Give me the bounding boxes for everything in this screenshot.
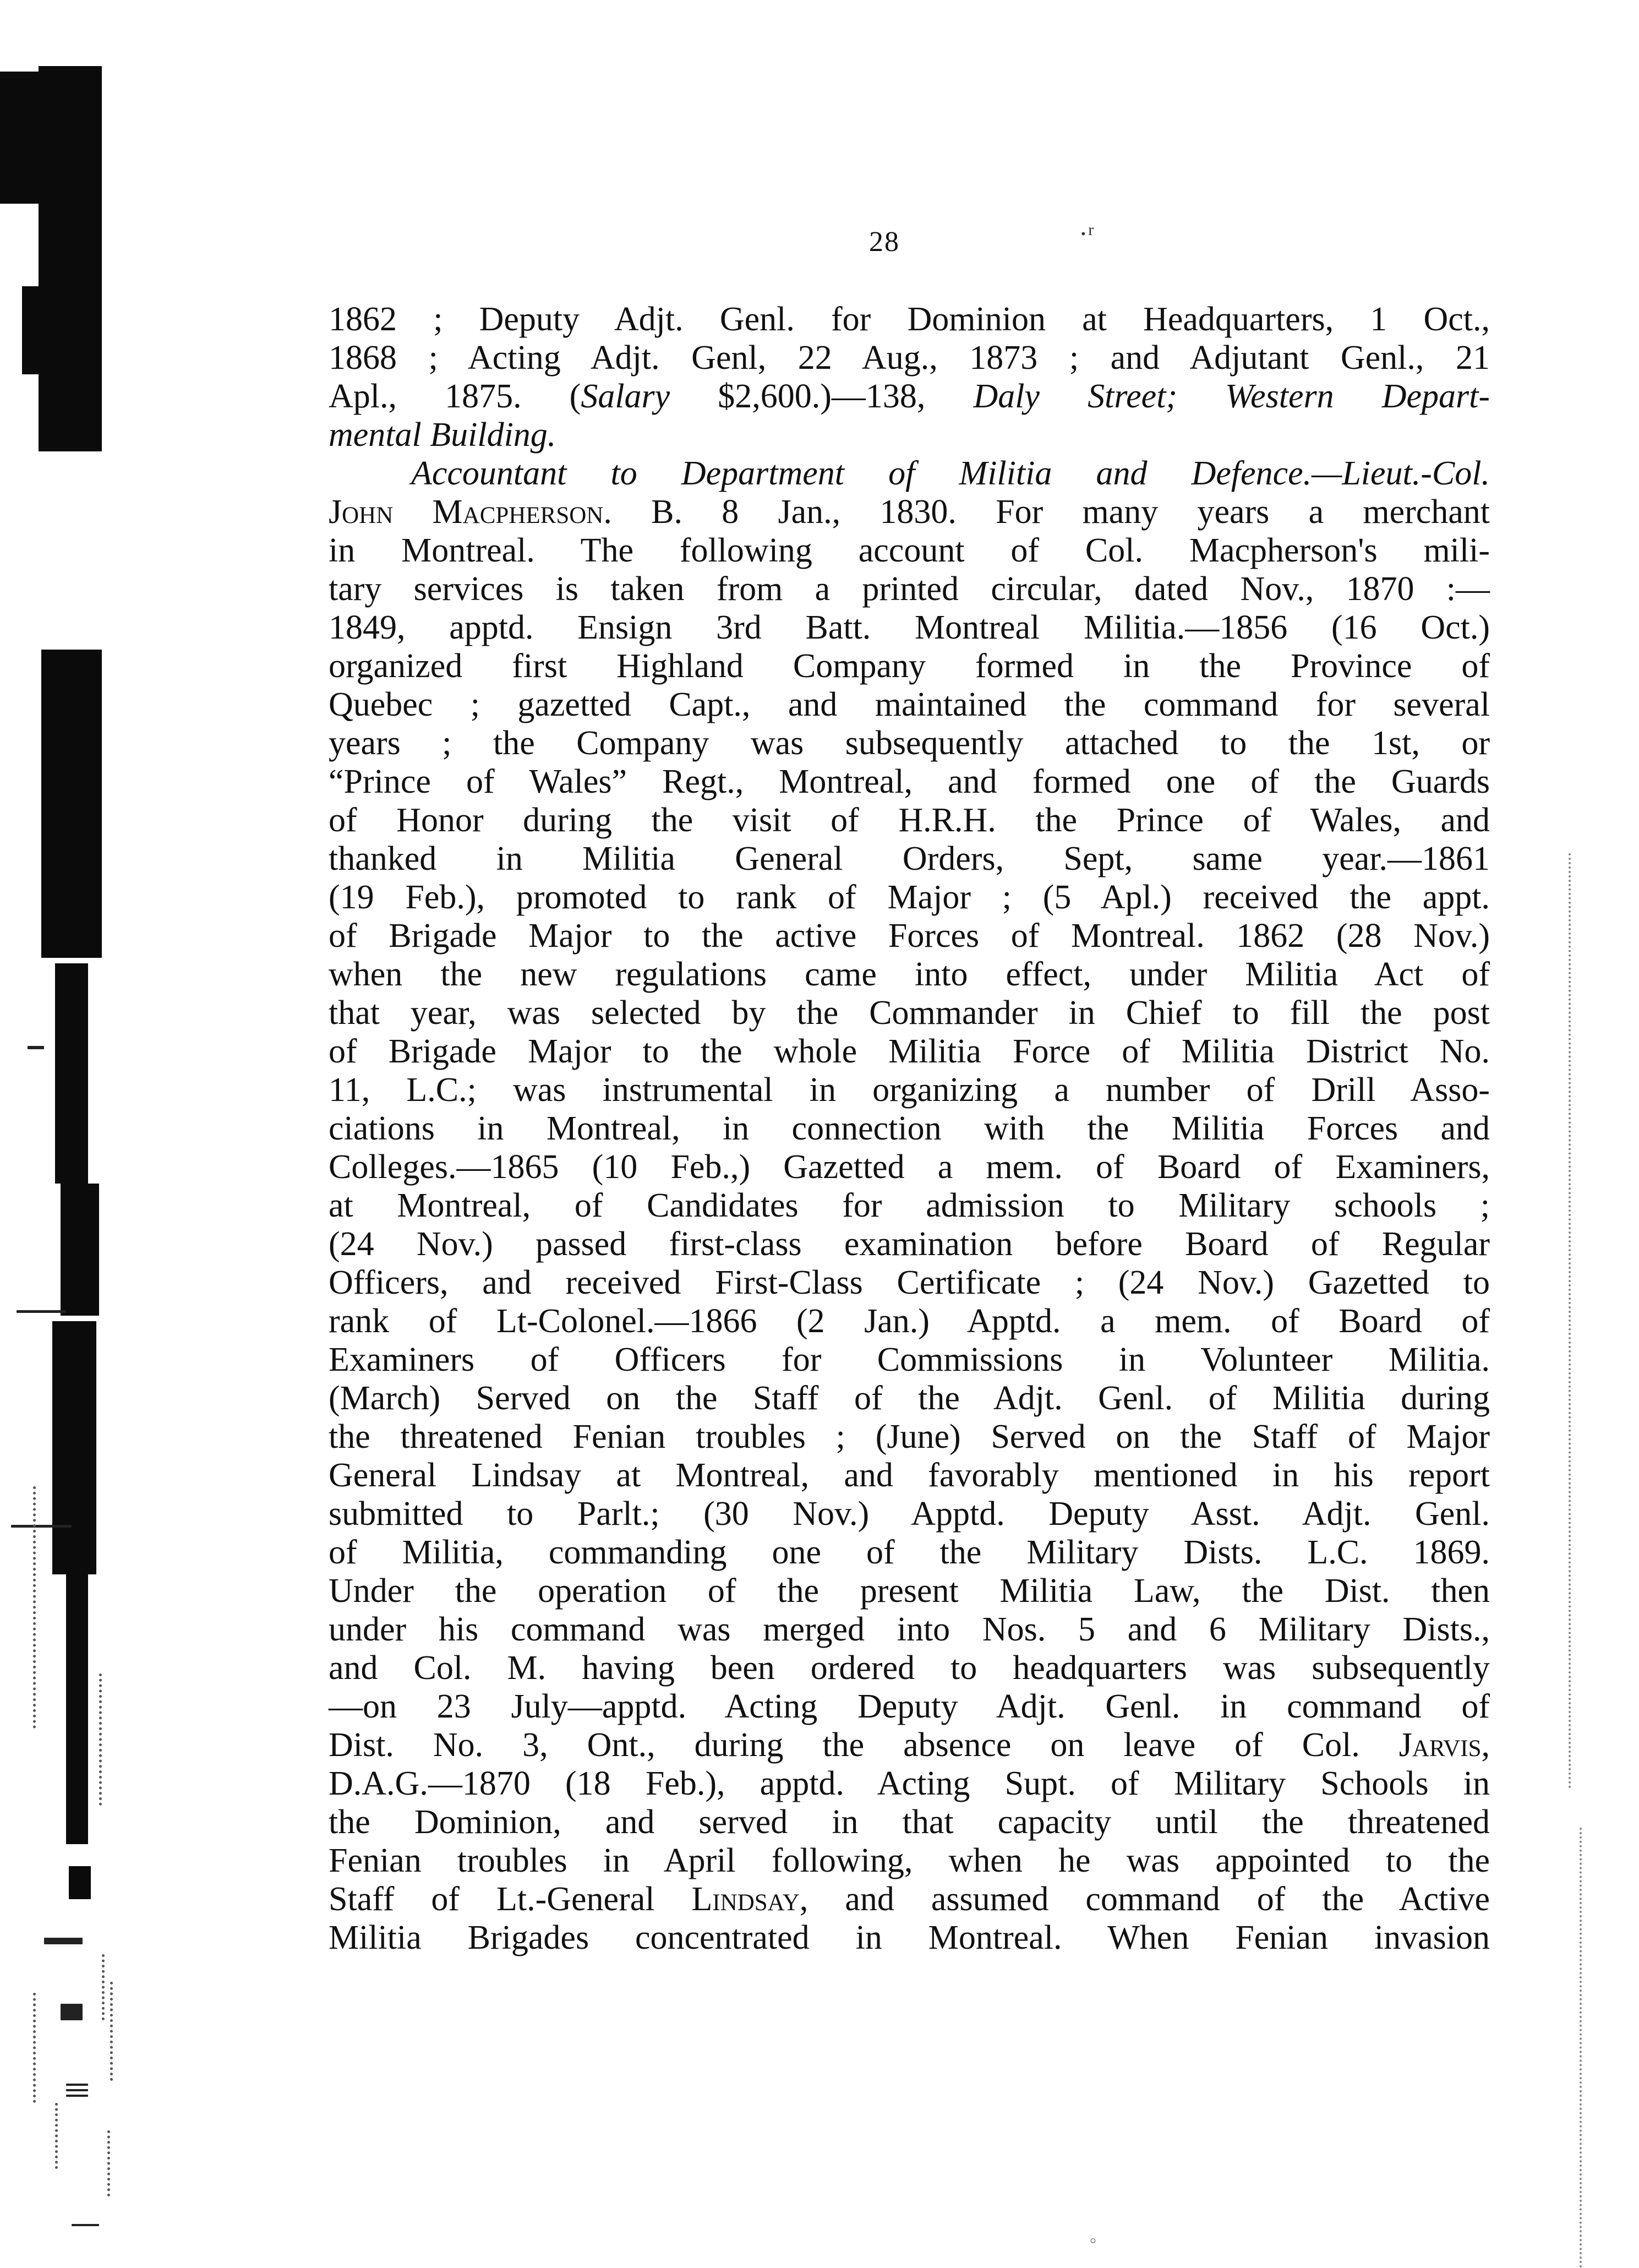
text-run: tary services is taken from a printed circular, dated Nov., 1870 :— — [329, 570, 1490, 608]
text-line — [329, 570, 1490, 608]
text-run: Daly Street; Western Depart- — [973, 378, 1490, 415]
text-line — [329, 878, 1490, 917]
text-run: Colleges.—1865 (10 Feb.,) Gazetted a mem. of Board of Examiners, — [329, 1148, 1490, 1186]
text-line — [329, 531, 1490, 570]
text-run: Staff of Lt.-General — [329, 1880, 692, 1918]
text-run: of Militia, commanding one of the Military Dists. L.C. 1869. — [329, 1534, 1490, 1571]
text-run: “Prince of Wales” Regt., Montreal, and formed one of the Guards — [329, 763, 1490, 800]
text-line — [329, 1340, 1490, 1379]
text-run: mental Building. — [329, 416, 556, 454]
text-run: the threatened Fenian troubles ; (June) Served on the Staff of Major — [329, 1418, 1490, 1455]
text-line — [329, 1071, 1490, 1109]
text-run: (March) Served on the Staff of the Adjt. Genl. of Militia during — [329, 1380, 1490, 1417]
text-run: D.A.G.—1870 (18 Feb.), apptd. Acting Supt. of Military Schools in — [329, 1765, 1490, 1802]
text-run: of Brigade Major to the active Forces of Montreal. 1862 (28 Nov.) — [329, 917, 1490, 955]
text-line — [329, 608, 1490, 647]
text-run: of Honor during the visit of H.R.H. the Prince of Wales, and — [329, 802, 1490, 839]
text-line — [329, 339, 1490, 377]
text-line — [329, 762, 1490, 801]
text-run: Accountant to Department of Militia and Defence.—Lieut.-Col. — [411, 455, 1490, 492]
text-run: —on 23 July—apptd. Acting Deputy Adjt. Genl. in command of — [329, 1688, 1490, 1725]
text-line — [329, 1495, 1490, 1533]
text-line — [329, 1572, 1490, 1610]
text-run: thanked in Militia General Orders, Sept, same year.—1861 — [329, 840, 1490, 877]
text-run: in Montreal. The following account of Col. Macpherson's mili- — [329, 532, 1490, 569]
text-run: Lindsay — [691, 1880, 800, 1918]
text-run: (24 Nov.) passed first-class examination before Board of Regular — [329, 1225, 1490, 1263]
text-line — [329, 1263, 1490, 1302]
text-line — [329, 1302, 1490, 1340]
text-line — [329, 1186, 1490, 1225]
text-line — [329, 1726, 1490, 1764]
text-run: 1862 ; Deputy Adjt. Genl. for Dominion at Headquarters, 1 Oct., — [329, 301, 1490, 338]
text-run: 11, L.C.; was instrumental in organizing a number of Drill Asso- — [329, 1071, 1490, 1109]
text-line — [329, 377, 1490, 416]
text-run: rank of Lt-Colonel.—1866 (2 Jan.) Apptd. a mem. of Board of — [329, 1302, 1490, 1340]
text-line — [329, 1225, 1490, 1263]
text-line — [329, 685, 1490, 724]
text-line — [329, 801, 1490, 839]
text-run: of Brigade Major to the whole Militia Force of Militia District No. — [329, 1033, 1490, 1070]
text-run: ciations in Montreal, in connection with the Militia Forces and — [329, 1110, 1490, 1147]
text-line — [329, 1379, 1490, 1417]
text-body — [329, 300, 1490, 1957]
text-run: John Macpherson. — [329, 493, 612, 531]
text-run: Examiners of Officers for Commissions in Volunteer Militia. — [329, 1341, 1490, 1378]
text-run: at Montreal, of Candidates for admission to Military schools ; — [329, 1187, 1490, 1224]
text-line — [329, 994, 1490, 1032]
text-run: and Col. M. having been ordered to headquarters was subsequently — [329, 1649, 1490, 1687]
text-run: Jarvis, — [1398, 1726, 1490, 1764]
text-line — [329, 1803, 1490, 1841]
text-run: 1868 ; Acting Adjt. Genl, 22 Aug., 1873 ; and Adjutant Genl., 21 — [329, 339, 1490, 377]
text-line — [329, 955, 1490, 994]
text-line — [329, 1032, 1490, 1071]
text-line — [329, 1841, 1490, 1880]
text-line — [329, 1918, 1490, 1957]
text-line — [329, 724, 1490, 762]
text-run: submitted to Parlt.; (30 Nov.) Apptd. Deputy Asst. Adjt. Genl. — [329, 1495, 1490, 1533]
text-line — [329, 300, 1490, 339]
text-line — [329, 1148, 1490, 1186]
text-line — [329, 1417, 1490, 1456]
text-run: Militia Brigades concentrated in Montreal. When Fenian invasion — [329, 1919, 1490, 1956]
page-number: 28 — [869, 226, 900, 258]
text-run: Apl., 1875. ( — [329, 378, 581, 415]
text-line — [329, 454, 1490, 493]
text-run: the Dominion, and served in that capacity until the threatened — [329, 1803, 1490, 1841]
text-line — [329, 1687, 1490, 1726]
text-run: , and assumed command of the Active — [799, 1880, 1490, 1918]
text-run: Under the operation of the present Militia Law, the Dist. then — [329, 1572, 1490, 1610]
text-line — [329, 839, 1490, 878]
bottom-speck: ° — [1090, 2235, 1096, 2253]
text-run: that year, was selected by the Commander in Chief to fill the post — [329, 994, 1490, 1032]
text-line — [329, 647, 1490, 685]
text-run: when the new regulations came into effect, under Militia Act of — [329, 956, 1490, 993]
text-run: years ; the Company was subsequently attached to the 1st, or — [329, 724, 1490, 762]
text-run: organized first Highland Company formed in the Province of — [329, 647, 1490, 685]
text-line — [329, 1649, 1490, 1687]
text-line — [329, 493, 1490, 531]
text-run: 1849, apptd. Ensign 3rd Batt. Montreal Militia.—1856 (16 Oct.) — [329, 609, 1490, 646]
text-run: $2,600.)—138, — [670, 378, 974, 415]
text-line — [329, 1880, 1490, 1918]
text-line — [329, 416, 1490, 454]
text-run: Officers, and received First-Class Certificate ; (24 Nov.) Gazetted to — [329, 1264, 1490, 1301]
text-run: B. 8 Jan., 1830. For many years a merchant — [611, 493, 1490, 531]
text-run: Quebec ; gazetted Capt., and maintained the command for several — [329, 686, 1490, 723]
text-line — [329, 1533, 1490, 1572]
text-run: General Lindsay at Montreal, and favorably mentioned in his report — [329, 1457, 1490, 1494]
text-run: (19 Feb.), promoted to rank of Major ; (5 Apl.) received the appt. — [329, 879, 1490, 916]
text-line — [329, 1456, 1490, 1495]
text-run: Dist. No. 3, Ont., during the absence on leave of Col. — [329, 1726, 1399, 1764]
text-line — [329, 1610, 1490, 1649]
text-run: Fenian troubles in April following, when he was appointed to the — [329, 1842, 1490, 1879]
corner-mark: ·ʳ — [1079, 218, 1094, 249]
text-line — [329, 1764, 1490, 1803]
text-run: under his command was merged into Nos. 5 and 6 Military Dists., — [329, 1611, 1490, 1648]
text-line — [329, 1109, 1490, 1148]
text-run: Salary — [581, 378, 670, 415]
text-line — [329, 917, 1490, 955]
